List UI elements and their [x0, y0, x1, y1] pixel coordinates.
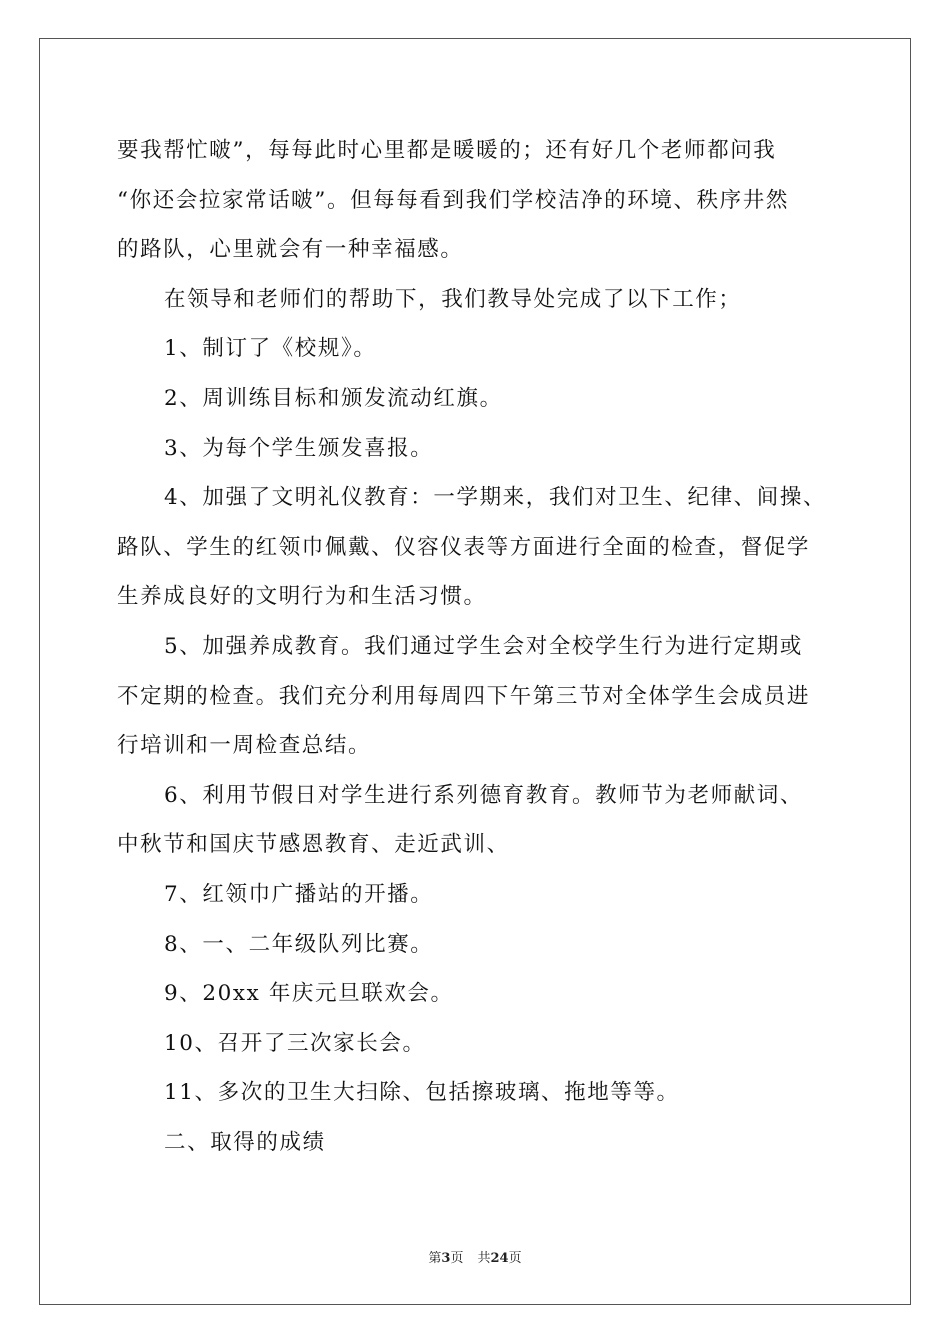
list-item-4-cont-1: 路队、学生的红领巾佩戴、仪容仪表等方面进行全面的检查，督促学 — [117, 534, 811, 560]
list-item-9: 9、20xx 年庆元旦联欢会。 — [164, 981, 454, 1007]
page-number: 3 — [441, 1251, 451, 1266]
list-item-8: 8、一、二年级队列比赛。 — [164, 931, 434, 957]
page-suffix: 页 — [450, 1251, 464, 1266]
list-item-6: 6、利用节假日对学生进行系列德育教育。教师节为老师献词、 — [164, 782, 803, 808]
list-item-5-cont-2: 行培训和一周检查总结。 — [117, 733, 372, 759]
section-heading: 二、取得的成绩 — [164, 1129, 326, 1155]
list-item-10: 10、召开了三次家长会。 — [164, 1030, 426, 1056]
total-prefix: 共 — [477, 1251, 491, 1266]
page-prefix: 第 — [428, 1251, 442, 1266]
page-footer — [0, 1247, 950, 1266]
list-item-4-cont-2: 生养成良好的文明行为和生活习惯。 — [117, 584, 487, 610]
text-line-4: 在领导和老师们的帮助下，我们教导处完成了以下工作； — [164, 286, 742, 312]
text-line-3: 的路队，心里就会有一种幸福感。 — [117, 237, 464, 263]
list-item-11: 11、多次的卫生大扫除、包括擦玻璃、拖地等等。 — [164, 1080, 680, 1106]
list-item-4: 4、加强了文明礼仪教育：一学期来，我们对卫生、纪律、间操、 — [164, 485, 827, 511]
text-line-2: “你还会拉家常话啵”。但每每看到我们学校洁净的环境、秩序井然 — [117, 187, 789, 213]
list-item-7: 7、红领巾广播站的开播。 — [164, 881, 434, 907]
document-body — [117, 126, 857, 1167]
list-item-1: 1、制订了《校规》。 — [164, 336, 377, 362]
list-item-2: 2、周训练目标和颁发流动红旗。 — [164, 385, 503, 411]
list-item-3: 3、为每个学生颁发喜报。 — [164, 435, 434, 461]
total-suffix: 页 — [508, 1251, 522, 1266]
total-pages: 24 — [490, 1251, 509, 1266]
text-line-1: 要我帮忙啵”，每每此时心里都是暖暖的；还有好几个老师都问我 — [117, 138, 777, 163]
list-item-5: 5、加强养成教育。我们通过学生会对全校学生行为进行定期或 — [164, 633, 803, 659]
list-item-5-cont-1: 不定期的检查。我们充分利用每周四下午第三节对全体学生会成员进 — [117, 683, 811, 709]
list-item-6-cont-1: 中秋节和国庆节感恩教育、走近武训、 — [117, 832, 510, 858]
